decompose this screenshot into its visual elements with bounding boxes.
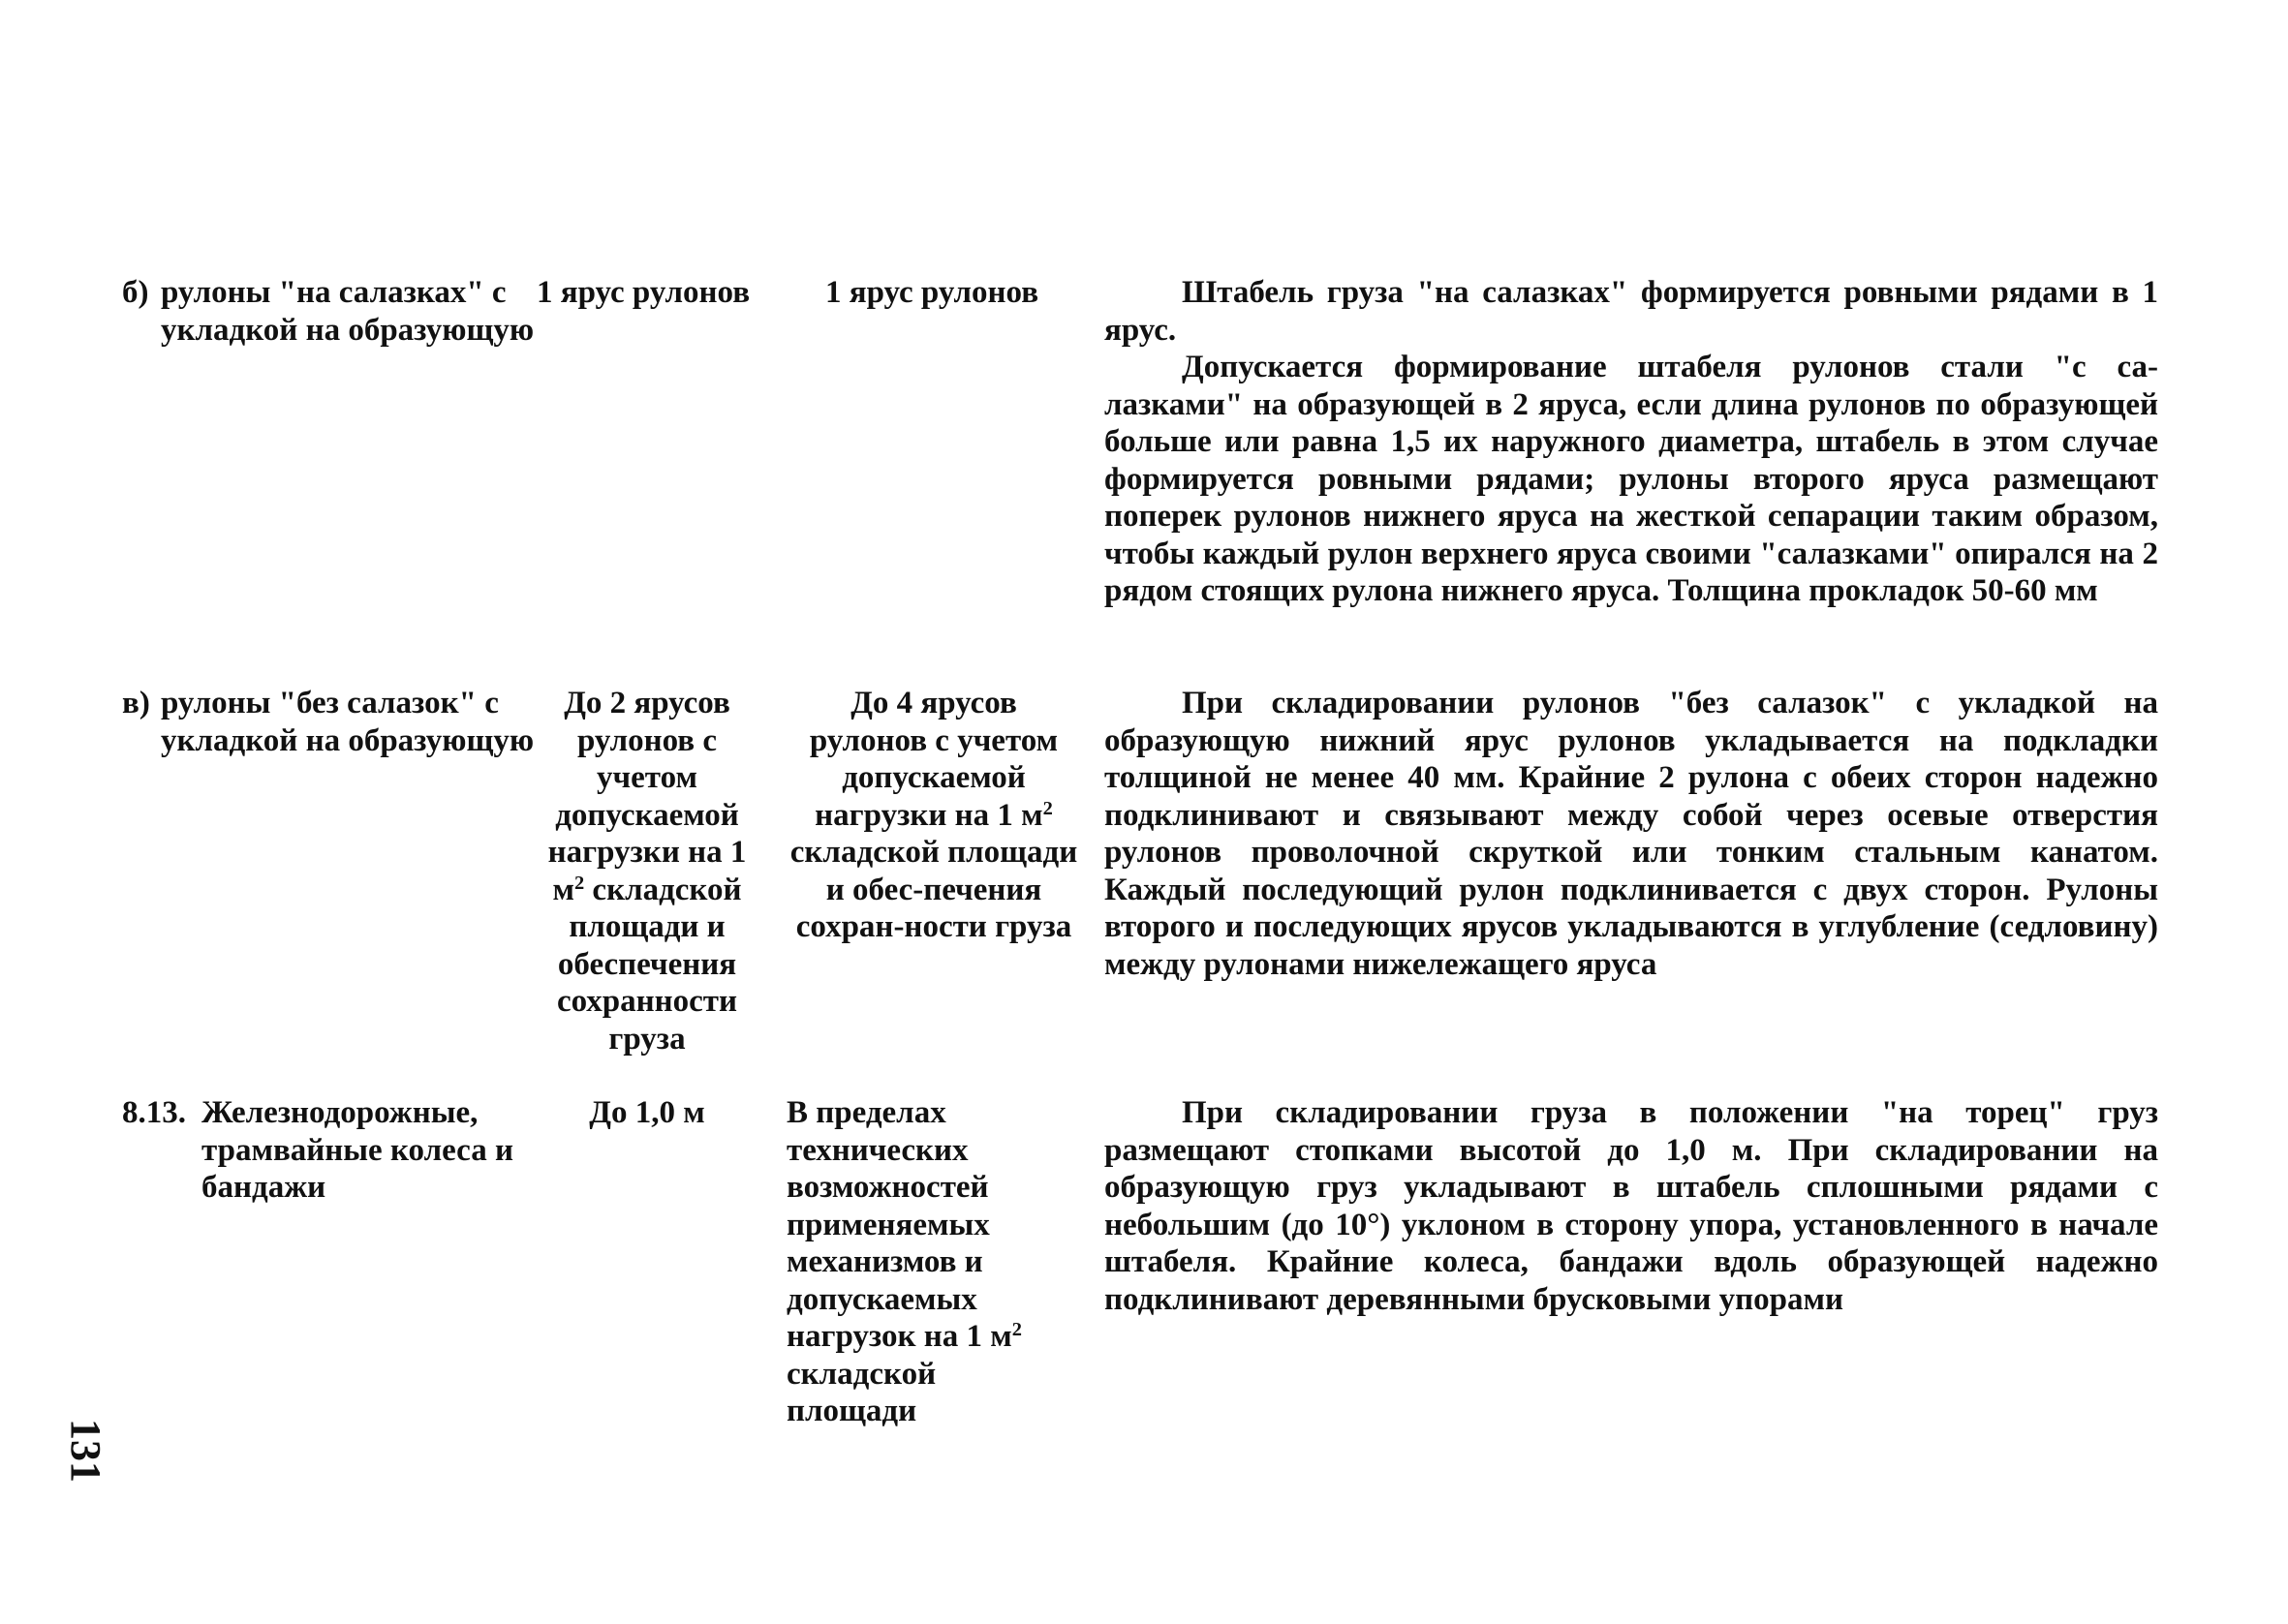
method-cell <box>1104 274 2158 610</box>
height-hand-text: До 2 ярусов рулонов с учетом допускаемой нагрузки на <box>547 686 739 870</box>
superscript: 2 <box>1042 797 1053 819</box>
cargo-type-text: Железнодорожные, трамвайные колеса и бандажи <box>201 1095 513 1205</box>
page-number: 131 <box>62 1419 109 1483</box>
superscript: 2 <box>573 872 585 894</box>
height-hand-text-cont: складской площади и обеспечения сохранности груза <box>556 872 742 1057</box>
method-paragraph: Штабель груза "на салазках" формируется ровными рядами в 1 ярус. <box>1104 275 2158 348</box>
superscript: 2 <box>1011 1318 1022 1340</box>
height-mech-text: До 4 ярусов рулонов с учетом допускаемой нагрузки на <box>809 686 1059 833</box>
height-hand-cell <box>537 274 775 312</box>
height-mech-text: В пределах технических возможностей применяемых механизмов и допускаемых нагрузок на 1 м <box>787 1095 1012 1354</box>
height-hand-cell <box>531 685 763 1057</box>
cargo-type-text: рулоны "без салазок" с укладкой на образующую <box>161 686 535 758</box>
height-mech-text: 1 ярус рулонов <box>825 275 1039 310</box>
method-cell <box>1104 685 2158 983</box>
cargo-type-cell <box>122 1094 589 1207</box>
table-row <box>0 274 2288 661</box>
row-label: в) <box>122 686 150 720</box>
row-label: б) <box>122 275 149 310</box>
method-cell <box>1104 1094 2158 1318</box>
table-row <box>0 685 2288 1072</box>
cargo-type-cell <box>122 685 558 759</box>
method-paragraph: Допускается формирование штабеля рулонов стали "с са-лазками" на образующей в 2 яруса, если длина рулонов по образующей больше или равна 1,5 их наружного диаметра, штабель в этом случае формируется ровными рядами; рулоны второго яруса размещают поперек рулонов нижнего яруса на жесткой сепарации таким образом, чтобы каждый рулон верхнего яруса своими "салазками" опирался на 2 рядом стоящих рулона нижнего яруса. Толщина прокладок 50-60 мм <box>1104 350 2158 608</box>
height-mech-text-cont: складской площади <box>787 1356 937 1428</box>
height-mech-cell <box>787 1094 1058 1430</box>
height-mech-cell <box>825 274 1116 312</box>
method-paragraph: При складировании груза в положении "на торец" груз размещают стопками высотой до 1,0 м. При складировании на образующую груз укладывают в штабель сплошными рядами с небольшим (до 10°) уклоном в сторону упора, установленного в начале штабеля. Крайние колеса, бандажи вдоль образующей надежно подклинивают деревянными брусковыми упорами <box>1104 1095 2158 1317</box>
height-mech-unit: 1 м <box>997 797 1043 833</box>
method-paragraph: При складировании рулонов "без салазок" с укладкой на образующую нижний ярус рулонов укладывается на подкладки толщиной не менее 40 мм. Крайние 2 рулона с обеих сторон надежно подклинивают и связывают между собой через осевые отверстия рулонов проволочной скруткой или тонким стальным канатом. Каждый последующий рулон подклинивается с двух сторон. Рулоны второго и последующих ярусов укладываются в углубление (седловину) между рулонами нижележащего яруса <box>1104 686 2158 982</box>
cargo-type-cell <box>122 274 558 349</box>
row-label: 8.13. <box>122 1095 186 1130</box>
height-hand-cell <box>531 1094 763 1132</box>
cargo-type-text: рулоны "на салазках" с укладкой на образующую <box>161 275 535 348</box>
height-hand-unit: 1 м <box>552 835 747 907</box>
height-hand-text: До 1,0 м <box>589 1095 705 1130</box>
height-mech-text-cont: складской площади и обес-печения сохран-ности груза <box>789 835 1078 944</box>
table-row <box>0 1094 2288 1482</box>
height-mech-cell <box>788 685 1079 946</box>
height-hand-text: 1 ярус рулонов <box>537 275 751 310</box>
